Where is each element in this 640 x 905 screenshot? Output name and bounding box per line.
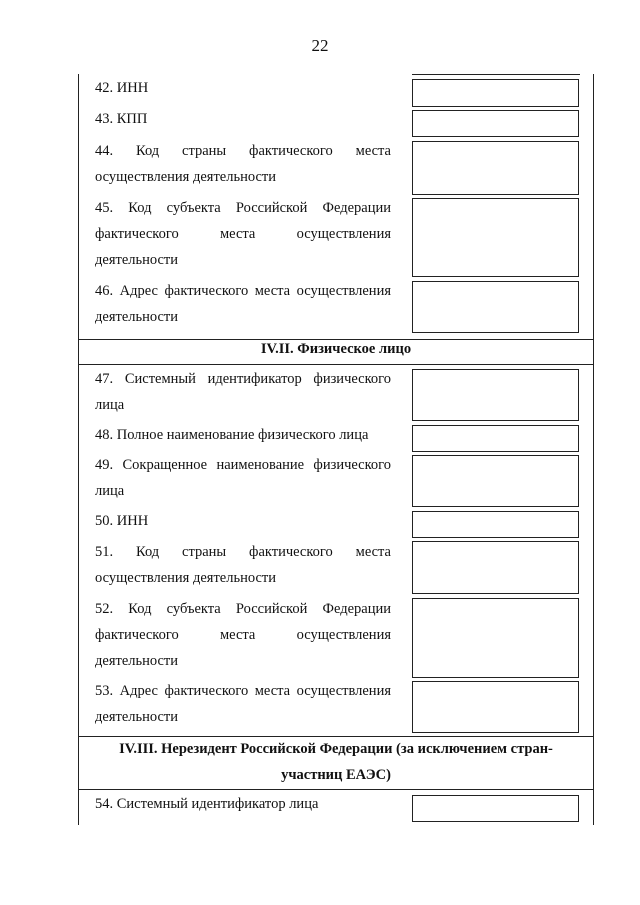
section-heading-line: участниц ЕАЭС) (281, 767, 391, 783)
field-label-line: 43. КПП (95, 111, 148, 127)
field-label (95, 452, 391, 504)
section-heading-individual (79, 336, 593, 362)
field-label (95, 596, 391, 674)
field-value-box[interactable] (412, 369, 579, 421)
table-left-border (78, 74, 79, 825)
field-label (95, 75, 391, 101)
field-label-line: 52. Код субъекта Российской Федерации (95, 601, 391, 617)
field-label (95, 422, 391, 448)
section-divider (78, 789, 594, 790)
section-heading-line: IV.III. Нерезидент Российской Федерации (за исключением стран- (119, 741, 553, 757)
field-label-line: деятельности (95, 309, 179, 325)
page-number: 22 (311, 36, 329, 55)
field-label-line: 48. Полное наименование физического лица (95, 427, 369, 443)
field-value-box[interactable] (412, 425, 579, 452)
field-value-box[interactable] (412, 455, 579, 507)
section-heading-line: IV.II. Физическое лицо (260, 341, 412, 357)
box-column-top-line (412, 74, 580, 75)
field-label (95, 366, 391, 418)
section-divider (78, 364, 594, 365)
field-label-line: лица (95, 483, 125, 499)
field-value-box[interactable] (412, 110, 579, 137)
field-label-line: 49. Сокращенное наименование физического (95, 457, 391, 473)
field-value-box[interactable] (412, 681, 579, 733)
field-value-box[interactable] (412, 141, 579, 195)
field-label (95, 508, 391, 534)
field-label (95, 678, 391, 730)
field-label-line: осуществления деятельности (95, 570, 276, 586)
field-label-line: 45. Код субъекта Российской Федерации (95, 200, 391, 216)
field-label (95, 195, 391, 273)
table-right-border (593, 74, 594, 825)
field-label (95, 138, 391, 190)
field-label-line: деятельности (95, 709, 179, 725)
field-label-line: 47. Системный идентификатор физического (95, 371, 391, 387)
field-value-box[interactable] (412, 281, 579, 333)
field-value-box[interactable] (412, 198, 579, 277)
field-label-line: фактического места осуществления (95, 627, 391, 643)
field-label-line: 44. Код страны фактического места (95, 143, 391, 159)
field-value-box[interactable] (412, 79, 579, 107)
field-label-line: осуществления деятельности (95, 169, 276, 185)
field-label-line: 53. Адрес фактического места осуществления (95, 683, 391, 699)
field-label-line: 51. Код страны фактического места (95, 544, 391, 560)
field-label (95, 278, 391, 330)
field-label-line: 50. ИНН (95, 513, 149, 529)
field-label-line: фактического места осуществления (95, 226, 391, 242)
field-label (95, 791, 391, 817)
field-label-line: деятельности (95, 653, 179, 669)
section-heading-nonresident (79, 736, 593, 788)
field-label-line: 42. ИНН (95, 80, 149, 96)
field-value-box[interactable] (412, 795, 579, 822)
field-label (95, 106, 391, 132)
field-value-box[interactable] (412, 511, 579, 538)
field-label-line: деятельности (95, 252, 179, 268)
field-label-line: 54. Системный идентификатор лица (95, 796, 319, 812)
field-value-box[interactable] (412, 598, 579, 678)
field-value-box[interactable] (412, 541, 579, 594)
field-label (95, 539, 391, 591)
field-label-line: лица (95, 397, 125, 413)
field-label-line: 46. Адрес фактического места осуществления (95, 283, 391, 299)
